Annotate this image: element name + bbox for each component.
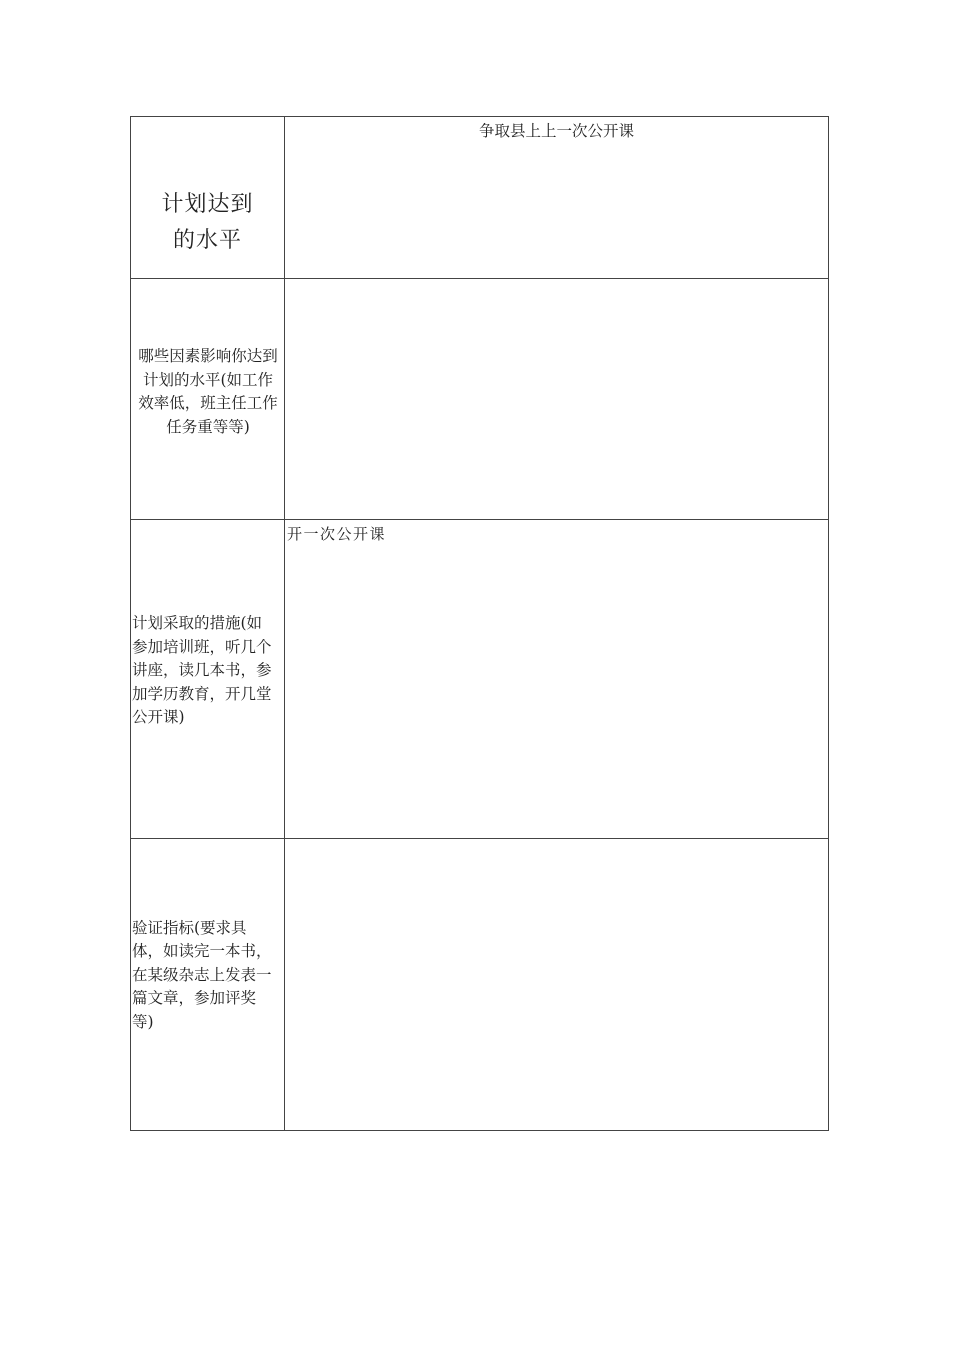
label-indicators: 验证指标(要求具 体，如读完一本书， 在某级杂志上发表一 篇文章，参加评奖 等) [132,918,272,1031]
value-measures: 开一次公开课 [287,525,387,544]
form-row-measures [131,520,829,838]
value-cell-target-level[interactable] [285,117,829,279]
form-row-target-level [131,117,829,279]
label-cell-target-level [131,117,285,279]
value-cell-factors[interactable] [285,279,829,520]
label-cell-measures [131,520,285,838]
label-cell-factors [131,279,285,520]
form-row-factors [131,279,829,520]
label-factors: 哪些因素影响你达到 计划的水平(如工作 效率低，班主任工作 任务重等等) [138,347,278,436]
value-cell-measures[interactable] [285,520,829,838]
label-measures: 计划采取的措施(如 参加培训班，听几个 讲座，读几本书，参 加学历教育，开几堂 公开课) [132,614,272,727]
label-cell-indicators [131,838,285,1130]
value-target-level: 争取县上上一次公开课 [478,122,634,140]
value-cell-indicators[interactable] [285,838,829,1130]
label-target-level: 计划达到 的水平 [161,192,254,253]
plan-form-table [130,116,829,1131]
form-row-indicators [131,838,829,1130]
